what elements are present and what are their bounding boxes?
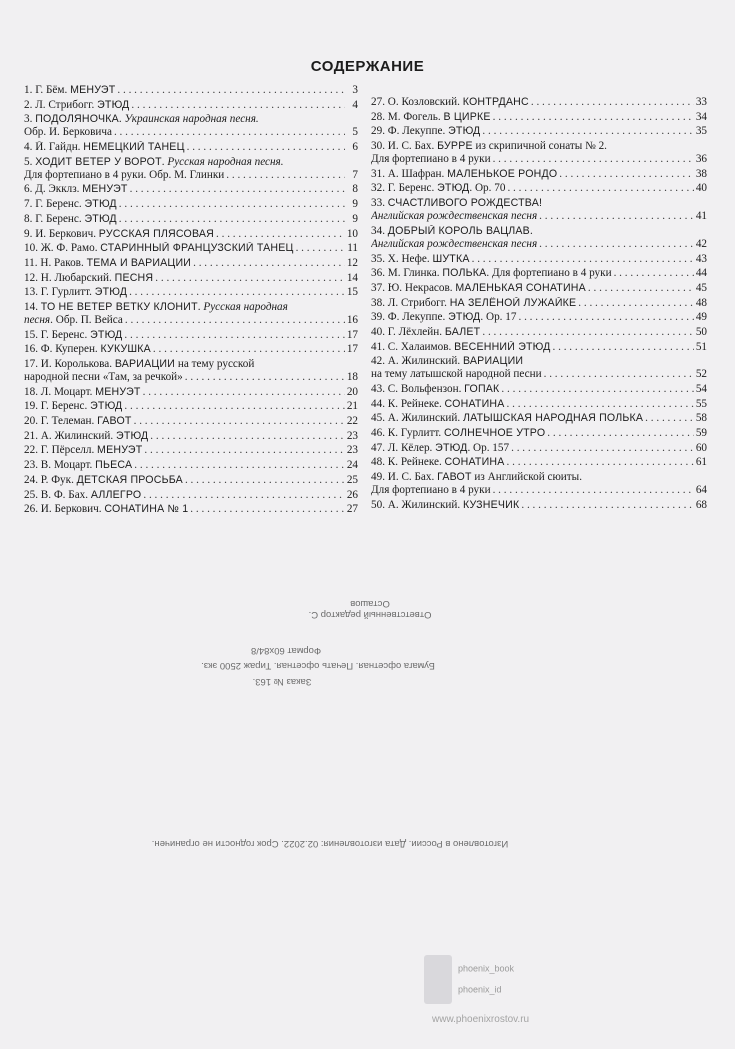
toc-entry-line (24, 430, 358, 443)
page-number: 14 (346, 271, 358, 284)
toc-entry-text: на тему латышской народной песни (371, 368, 542, 381)
toc-entry-text: 42. А. Жилинский. ВАРИАЦИИ (371, 355, 524, 368)
page-number: 42 (695, 237, 707, 250)
toc-entry-line (371, 442, 707, 455)
toc-entry-line (24, 228, 358, 241)
toc-entry (24, 343, 358, 356)
toc-entry (24, 213, 358, 226)
toc-entry-text: 20. Г. Телеман. ГАВОТ (24, 415, 132, 428)
toc-entry-text: 30. И. С. Бах. БУРРЕ из скрипичной сонаты № 2. (371, 140, 607, 153)
toc-entry-text: 24. Р. Фук. ДЕТСКАЯ ПРОСЬБА (24, 473, 183, 486)
page-number: 41 (695, 210, 707, 223)
toc-entry-line (24, 113, 358, 126)
leader-dots (185, 371, 345, 384)
toc-entry (371, 311, 707, 324)
page-number: 44 (695, 267, 707, 280)
toc-entry-text: 36. М. Глинка. ПОЛЬКА. Для фортепиано в 4 руки (371, 267, 612, 280)
page-number: 61 (695, 456, 707, 469)
imprint-order: Заказ № 163. (252, 676, 312, 687)
page-number: 17 (346, 343, 358, 356)
toc-entry-continuation (371, 368, 707, 381)
leader-dots (216, 228, 345, 241)
page-number: 23 (346, 429, 358, 442)
toc-entry-text: 12. Н. Любарский. ПЕСНЯ (24, 271, 154, 284)
page-number: 59 (695, 427, 707, 440)
toc-entry-line (24, 444, 358, 457)
toc-entry-text: 33. СЧАСТЛИВОГО РОЖДЕСТВА! (371, 197, 543, 210)
toc-entry-text: 25. В. Ф. Бах. АЛЛЕГРО (24, 488, 142, 501)
page-number: 40 (695, 182, 707, 195)
toc-entry (371, 326, 707, 339)
toc-entry (24, 286, 358, 299)
page-number: 58 (695, 412, 707, 425)
page-number: 3 (352, 84, 358, 96)
leader-dots (190, 503, 345, 516)
leader-dots (539, 210, 694, 223)
toc-entry (371, 355, 707, 381)
toc-entry-text: 28. М. Фогель. В ЦИРКЕ (371, 110, 491, 123)
toc-entry-line (24, 242, 358, 255)
toc-entry-line (371, 140, 707, 153)
toc-entry-line (24, 286, 358, 299)
toc-entry (24, 489, 358, 502)
toc-entry-continuation (371, 210, 707, 223)
leader-dots (588, 282, 694, 295)
toc-entry-text: 11. Н. Раков. ТЕМА И ВАРИАЦИИ (24, 256, 192, 269)
toc-entry-line (24, 343, 358, 356)
page-number: 68 (695, 498, 707, 511)
toc-entry-text: 9. И. Беркович. РУССКАЯ ПЛЯСОВАЯ (24, 227, 214, 240)
toc-entry-text: 16. Ф. Куперен. КУКУШКА (24, 343, 151, 356)
toc-entry-line (24, 386, 358, 399)
leader-dots (143, 386, 345, 399)
toc-entry (371, 471, 707, 497)
toc-entry (371, 168, 707, 181)
toc-entry-text: 8. Г. Беренс. ЭТЮД (24, 212, 117, 225)
leader-dots (226, 169, 345, 182)
toc-entry (24, 358, 358, 384)
page-number: 7 (352, 168, 358, 181)
leader-dots (185, 474, 345, 487)
toc-entry-text: народной песни «Там, за речкой» (24, 371, 183, 383)
toc-entry (24, 459, 358, 472)
leader-dots (143, 489, 344, 502)
leader-dots (547, 427, 694, 440)
toc-entry (24, 415, 358, 428)
toc-entry (24, 301, 358, 327)
leader-dots (544, 368, 694, 381)
page-number: 9 (352, 198, 358, 211)
toc-entry-line (24, 400, 358, 413)
leader-dots (493, 484, 694, 497)
toc-entry-line (371, 282, 707, 295)
toc-entry (24, 444, 358, 457)
leader-dots (124, 400, 344, 413)
toc-entry (371, 225, 707, 251)
toc-entry (24, 113, 358, 139)
toc-entry (24, 430, 358, 443)
toc-entry-continuation (24, 126, 358, 139)
leader-dots (124, 329, 344, 342)
leader-dots (153, 343, 345, 356)
toc-entry-text: Английская рождественская песня (371, 237, 538, 250)
leader-dots (129, 286, 345, 299)
toc-entry (24, 474, 358, 487)
toc-entry-line (371, 267, 707, 280)
toc-entry-text: 37. Ю. Некрасов. МАЛЕНЬКАЯ СОНАТИНА (371, 281, 586, 294)
toc-entry-line (371, 383, 707, 396)
toc-entry (24, 503, 358, 516)
toc-entry-line (24, 489, 358, 502)
toc-entry-line (24, 99, 358, 112)
toc-entry-line (371, 471, 707, 484)
toc-entry-line (371, 125, 707, 138)
toc-entry-text: 2. Л. Стрибогг. ЭТЮД (24, 98, 130, 111)
toc-entry-text: 14. ТО НЕ ВЕТЕР ВЕТКУ КЛОНИТ. Русская народная (24, 300, 288, 313)
toc-entry-text: 44. К. Рейнеке. СОНАТИНА (371, 397, 505, 410)
leader-dots (125, 314, 345, 327)
leader-dots (501, 383, 693, 396)
toc-entry-line (371, 253, 707, 266)
page-number: 27 (346, 503, 358, 516)
toc-entry-text: 29. Ф. Лекуппе. ЭТЮД (371, 125, 481, 138)
toc-entry (371, 297, 707, 310)
page-number: 43 (695, 252, 707, 265)
leader-dots (472, 253, 694, 266)
toc-entry-text: 46. К. Гурлитт. СОЛНЕЧНОЕ УТРО (371, 427, 546, 440)
toc-entry-text: 23. В. Моцарт. ПЬЕСА (24, 459, 133, 472)
toc-entry (371, 125, 707, 138)
toc-entry-continuation (371, 153, 707, 166)
toc-entry-line (371, 297, 707, 310)
page-number: 23 (346, 444, 358, 457)
toc-right-column (371, 96, 707, 514)
toc-entry (371, 456, 707, 469)
toc-entry (24, 329, 358, 342)
toc-entry-line (371, 355, 707, 368)
leader-dots (119, 198, 345, 211)
toc-entry-line (371, 225, 707, 238)
toc-entry-line (371, 197, 707, 210)
toc-entry-text: Обр. И. Берковича (24, 126, 112, 139)
toc-entry-line (371, 398, 707, 411)
toc-entry-text: 17. И. Королькова. ВАРИАЦИИ на тему русской (24, 358, 255, 370)
page-number: 51 (695, 340, 707, 353)
toc-entry (371, 341, 707, 354)
toc-entry-line (371, 427, 707, 440)
page-number: 34 (695, 110, 707, 123)
toc-entry (24, 400, 358, 413)
page-number: 49 (695, 311, 707, 324)
toc-entry-text: 48. К. Рейнеке. СОНАТИНА (371, 456, 505, 469)
leader-dots (518, 311, 693, 324)
website-url: www.phoenixrostov.ru (432, 1014, 530, 1025)
toc-entry-text: 21. А. Жилинский. ЭТЮД (24, 429, 149, 442)
page-title: СОДЕРЖАНИЕ (310, 58, 425, 75)
toc-entry-continuation (24, 314, 358, 327)
page-number: 45 (695, 281, 707, 294)
page-number: 17 (346, 328, 358, 341)
toc-entry (371, 412, 707, 425)
toc-entry-text: 22. Г. Пёрселл. МЕНУЭТ (24, 444, 143, 457)
page-number: 16 (346, 313, 358, 326)
leader-dots (507, 456, 694, 469)
toc-entry-line (371, 111, 707, 124)
page-number: 48 (695, 296, 707, 309)
page-number: 36 (695, 153, 707, 166)
toc-entry-text: 39. Ф. Лекуппе. ЭТЮД. Ор. 17 (371, 311, 517, 324)
toc-entry (371, 282, 707, 295)
leader-dots (130, 183, 345, 196)
toc-entry-text: 41. С. Халаимов. ВЕСЕННИЙ ЭТЮД (371, 340, 551, 353)
page-number: 52 (695, 368, 707, 381)
toc-entry-text: 3. ПОДОЛЯНОЧКА. Украинская народная песня. (24, 113, 259, 126)
toc-entry (371, 253, 707, 266)
toc-entry-line (24, 156, 358, 169)
toc-entry (371, 96, 707, 109)
toc-entry (371, 427, 707, 440)
social-handle-2: phoenix_id (424, 976, 502, 1004)
page-number: 38 (695, 167, 707, 180)
toc-entry-text: 50. А. Жилинский. КУЗНЕЧИК (371, 498, 520, 511)
toc-entry-text: 35. Х. Нефе. ШУТКА (371, 252, 470, 265)
toc-entry (24, 228, 358, 241)
page-number: 26 (346, 488, 358, 501)
page-number: 20 (346, 385, 358, 398)
imprint-paper: Бумага офсетная. Печать офсетная. Тираж 2500 экз. (201, 660, 435, 671)
leader-dots (493, 153, 694, 166)
toc-entry-continuation (371, 484, 707, 497)
page-number: 21 (346, 400, 358, 413)
toc-entry-text: 43. С. Вольфензон. ГОПАК (371, 383, 500, 395)
leader-dots (134, 415, 345, 428)
toc-entry-text: 49. И. С. Бах. ГАВОТ из Английской сюиты. (371, 471, 582, 484)
toc-entry (24, 257, 358, 270)
toc-entry-text: 34. ДОБРЫЙ КОРОЛЬ ВАЦЛАВ. (371, 224, 533, 237)
toc-entry (371, 499, 707, 512)
leader-dots (553, 341, 694, 354)
toc-entry-line (371, 412, 707, 425)
leader-dots (144, 444, 344, 457)
leader-dots (114, 126, 345, 139)
toc-entry-text: Для фортепиано в 4 руки. Обр. М. Глинки (24, 168, 225, 181)
toc-entry (371, 267, 707, 280)
toc-entry-continuation (24, 371, 358, 384)
leader-dots (507, 398, 694, 411)
toc-entry-text: 13. Г. Гурлитт. ЭТЮД (24, 286, 128, 299)
leader-dots (559, 168, 694, 181)
toc-entry (24, 386, 358, 399)
leader-dots (296, 242, 345, 255)
imprint-editor: Ответственный редактор С. Осташов (308, 598, 432, 620)
toc-entry-text: 1. Г. Бём. МЕНУЭТ (24, 84, 116, 96)
toc-entry-text: 19. Г. Беренс. ЭТЮД (24, 400, 123, 413)
leader-dots (155, 272, 345, 285)
toc-entry-text: Для фортепиано в 4 руки (371, 484, 491, 497)
toc-entry-line (24, 503, 358, 516)
toc-entry-text: 6. Д. Экклз. МЕНУЭТ (24, 183, 128, 196)
toc-entry-text: Для фортепиано в 4 руки (371, 153, 491, 166)
leader-dots (511, 442, 694, 455)
toc-entry-line (24, 329, 358, 342)
toc-entry-line (371, 456, 707, 469)
toc-entry-text: Английская рождественская песня (371, 210, 538, 223)
toc-entry-continuation (24, 169, 358, 182)
toc-entry-line (371, 168, 707, 181)
page-number: 60 (695, 441, 707, 454)
leader-dots (131, 99, 345, 112)
toc-entry-text: 27. О. Козловский. КОНТРДАНС (371, 96, 529, 108)
toc-entry-line (371, 311, 707, 324)
toc-entry (371, 442, 707, 455)
toc-entry (371, 383, 707, 396)
page-number: 50 (695, 325, 707, 338)
toc-entry (371, 182, 707, 195)
toc-entry-text: 15. Г. Беренс. ЭТЮД (24, 328, 123, 341)
toc-entry-text: 45. А. Жилинский. ЛАТЫШСКАЯ НАРОДНАЯ ПОЛЬКА (371, 412, 644, 425)
toc-entry (24, 198, 358, 211)
page-number: 22 (346, 415, 358, 428)
toc-entry (24, 272, 358, 285)
leader-dots (150, 430, 345, 443)
toc-entry-text: 40. Г. Лёхлейн. БАЛЕТ (371, 325, 481, 338)
leader-dots (539, 238, 694, 251)
toc-entry-line (24, 301, 358, 314)
page-number: 54 (695, 383, 707, 395)
toc-left-column (24, 84, 358, 518)
page-number: 24 (346, 459, 358, 472)
leader-dots (521, 499, 693, 512)
toc-entry-line (24, 272, 358, 285)
toc-entry-text: 47. Л. Кёлер. ЭТЮД. Ор. 157 (371, 441, 510, 454)
toc-entry-line (24, 358, 358, 371)
page-number: 15 (346, 286, 358, 299)
toc-entry (24, 242, 358, 255)
toc-entry (24, 156, 358, 182)
toc-entry-text: 5. ХОДИТ ВЕТЕР У ВОРОТ. Русская народная песня. (24, 155, 284, 168)
page-number: 11 (347, 242, 358, 255)
page-number: 4 (352, 98, 358, 111)
toc-entry (371, 398, 707, 411)
toc-entry-line (24, 257, 358, 270)
toc-entry-text: 26. И. Беркович. СОНАТИНА № 1 (24, 503, 189, 516)
toc-entry (371, 197, 707, 223)
imprint-made-in: Изготовлено в России. Дата изготовления: 02.2022. Срок годности не ограничен. (151, 838, 509, 849)
toc-entry-line (24, 415, 358, 428)
toc-entry-continuation (371, 238, 707, 251)
social-icon (424, 976, 452, 1004)
leader-dots (119, 213, 345, 226)
leader-dots (531, 96, 694, 109)
toc-entry-line (24, 474, 358, 487)
imprint-format: Формат 60x84/8 (250, 645, 322, 656)
toc-entry (24, 84, 358, 97)
page-number: 5 (352, 126, 358, 139)
page-number: 6 (352, 141, 358, 154)
toc-entry-line (24, 213, 358, 226)
leader-dots (578, 297, 694, 310)
toc-entry-line (371, 499, 707, 512)
page-number: 25 (346, 473, 358, 486)
page-number: 8 (352, 183, 358, 196)
toc-entry-text: 10. Ж. Ф. Рамо. СТАРИННЫЙ ФРАНЦУЗСКИЙ ТАНЕЦ (24, 242, 294, 255)
leader-dots (482, 125, 693, 138)
toc-entry-line (24, 459, 358, 472)
toc-entry-line (371, 326, 707, 339)
toc-entry (24, 183, 358, 196)
toc-entry (24, 99, 358, 112)
toc-entry-text: 38. Л. Стрибогг. НА ЗЕЛЁНОЙ ЛУЖАЙКЕ (371, 296, 577, 309)
page-number: 64 (695, 484, 707, 497)
page-number: 55 (695, 397, 707, 410)
toc-entry-line (371, 96, 707, 109)
toc-entry-text: 32. Г. Беренс. ЭТЮД. Ор. 70 (371, 182, 506, 195)
social-handle-1: phoenix_book (424, 955, 514, 983)
toc-entry-text: 18. Л. Моцарт. МЕНУЭТ (24, 385, 141, 398)
toc-entry (24, 141, 358, 154)
toc-entry-line (24, 84, 358, 97)
leader-dots (193, 257, 345, 270)
leader-dots (507, 182, 693, 195)
page-number: 10 (346, 227, 358, 240)
leader-dots (493, 111, 694, 124)
toc-entry-line (24, 183, 358, 196)
toc-entry-text: 7. Г. Беренс. ЭТЮД (24, 198, 117, 211)
leader-dots (482, 326, 693, 339)
toc-entry-text: песня. Обр. П. Вейса (24, 313, 123, 326)
toc-entry-line (24, 141, 358, 154)
toc-entry-text: 31. А. Шафран. МАЛЕНЬКОЕ РОНДО (371, 167, 558, 180)
toc-entry (371, 140, 707, 166)
toc-entry-line (24, 198, 358, 211)
leader-dots (614, 267, 694, 280)
toc-entry (371, 111, 707, 124)
toc-entry-line (371, 341, 707, 354)
toc-entry-line (371, 182, 707, 195)
page-number: 18 (346, 371, 358, 383)
page-number: 35 (695, 125, 707, 138)
leader-dots (134, 459, 345, 472)
leader-dots (187, 141, 345, 154)
leader-dots (117, 84, 345, 97)
toc-entry-text: 4. Й. Гайдн. НЕМЕЦКИЙ ТАНЕЦ (24, 141, 185, 154)
page-number: 12 (346, 256, 358, 269)
page-number: 33 (695, 96, 707, 108)
leader-dots (645, 412, 694, 425)
page-number: 9 (352, 212, 358, 225)
